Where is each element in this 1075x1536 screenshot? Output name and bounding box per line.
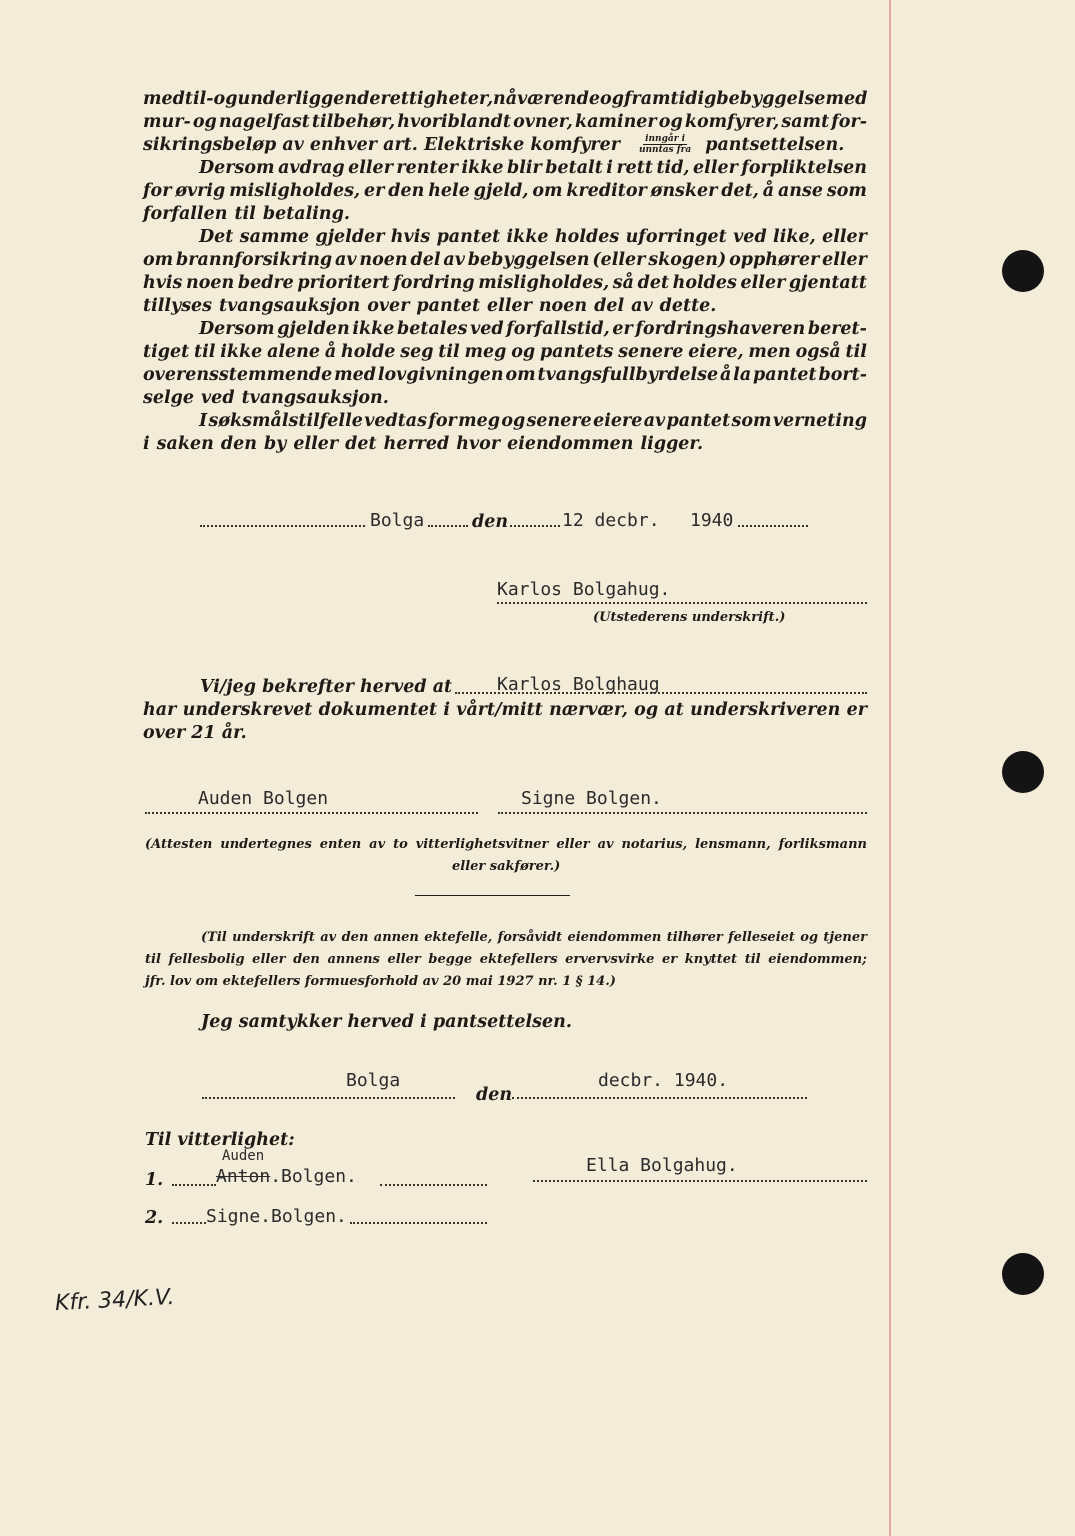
word: betalt — [545, 158, 603, 178]
word: eller — [293, 434, 339, 454]
dotted-line — [428, 525, 468, 527]
margin-handwritten-note: Kfr. 34/K.V. — [54, 1284, 176, 1317]
word: fordringshaveren — [635, 319, 806, 339]
word: om — [505, 365, 536, 385]
word: for — [428, 411, 457, 431]
fraction-bottom: unntas fra — [638, 145, 692, 155]
word: la — [733, 365, 752, 385]
dotted-line — [380, 1184, 487, 1186]
word: eiendommen — [567, 930, 662, 945]
word: tvangsfullbyrdelse — [537, 365, 719, 385]
word: overensstemmende — [143, 365, 333, 385]
word: ovner, — [513, 112, 573, 132]
separator-rule — [415, 895, 570, 896]
word: den — [220, 434, 257, 454]
word: eiere — [593, 411, 643, 431]
spouse-note-line — [201, 927, 867, 949]
word: til- — [184, 89, 214, 109]
fraction-top: inngår i — [645, 134, 686, 144]
word: ektefellers — [479, 952, 558, 967]
word: nåværende — [493, 89, 601, 109]
word: forsåvidt — [497, 930, 563, 945]
issuer-caption: (Utstederens underskrift.) — [593, 610, 786, 625]
spouse-signature: Ella Bolgahug. — [586, 1155, 738, 1176]
word: tvangsauksjon — [219, 296, 361, 316]
word: tillyses — [143, 296, 213, 316]
word: og — [501, 411, 526, 431]
word: den — [388, 181, 425, 201]
word: fellesbolig — [168, 952, 245, 967]
word: av — [443, 250, 465, 270]
word: notarius, — [621, 837, 688, 852]
confirmation-age-text: over 21 år. — [143, 723, 247, 743]
fraction-choice — [639, 134, 698, 157]
word: om — [143, 250, 174, 270]
word: tjener — [823, 930, 867, 945]
word: forpliktelsen — [741, 158, 867, 178]
word: senere — [618, 342, 684, 362]
word: som — [731, 411, 772, 431]
word: ønsker — [650, 181, 718, 201]
word: vedtas — [364, 411, 428, 431]
word: meg — [464, 342, 507, 362]
word: underskriveren — [690, 700, 841, 720]
word: noen — [359, 250, 408, 270]
witness-number-1: 1. — [145, 1170, 164, 1190]
word: forliksmann — [778, 837, 867, 852]
word: betales — [397, 319, 468, 339]
word: med — [143, 89, 185, 109]
word: misligholdes, — [478, 273, 610, 293]
word: søksmålstilfelle — [208, 411, 363, 431]
word: rettigheter, — [380, 89, 494, 109]
word: (Til — [201, 930, 227, 945]
word: er — [363, 181, 385, 201]
word: av — [335, 250, 357, 270]
word: noen — [186, 273, 235, 293]
word: blir — [506, 158, 542, 178]
word: til — [845, 342, 867, 362]
word: av — [320, 930, 337, 945]
word: eiendommen; — [768, 952, 867, 967]
dotted-line — [498, 812, 867, 814]
word: eller — [348, 158, 393, 178]
word: eiere, — [688, 342, 744, 362]
text-line — [143, 88, 867, 111]
word: enten — [319, 837, 362, 852]
word: underskrevet — [182, 700, 313, 720]
word: hele — [428, 181, 470, 201]
word: gjeld, — [473, 181, 529, 201]
word: skogen) — [648, 250, 727, 270]
dotted-line — [145, 812, 478, 814]
text-line — [199, 410, 867, 433]
date-place: Bolga — [370, 510, 425, 531]
word: pantet — [416, 296, 481, 316]
word: det — [345, 434, 377, 454]
dotted-line — [350, 1222, 487, 1224]
word: samme — [239, 227, 310, 247]
word: ved — [201, 388, 235, 408]
word: annen — [373, 930, 419, 945]
word: ved — [733, 227, 767, 247]
word: at — [664, 700, 684, 720]
word: ikke — [461, 158, 504, 178]
word: vitterlighetsvitner — [415, 837, 549, 852]
word: og — [511, 342, 536, 362]
text-line — [199, 226, 867, 249]
word: til — [234, 204, 256, 224]
word: tilhører — [666, 930, 723, 945]
attest-note-line: eller sakfører.) — [452, 859, 561, 874]
mortgage-terms-text — [143, 88, 867, 456]
word: felleseiet — [728, 930, 795, 945]
word: pantsettelsen. — [705, 135, 845, 155]
word: lensmann, — [695, 837, 771, 852]
word: to — [393, 837, 408, 852]
word: å — [324, 342, 337, 362]
witness-1-name — [216, 1166, 357, 1187]
text-line — [143, 364, 867, 387]
word: kreditor — [566, 181, 647, 201]
word: selge — [143, 388, 195, 408]
issuer-signature: Karlos Bolgahug. — [497, 579, 671, 600]
word: til — [438, 342, 460, 362]
word: bedre — [237, 273, 294, 293]
word: kaminer — [574, 112, 657, 132]
word: hvis — [390, 227, 431, 247]
word: noen — [538, 296, 588, 316]
word: og — [800, 930, 819, 945]
word: alene — [267, 342, 321, 362]
word: også — [795, 342, 841, 362]
word: tvangsauksjon. — [241, 388, 389, 408]
word: å — [719, 365, 732, 385]
dotted-line — [202, 1097, 455, 1099]
word: øvrig — [175, 181, 226, 201]
dotted-line — [533, 1180, 867, 1182]
vitterlighet-title: Til vitterlighet: — [145, 1130, 295, 1150]
word: av — [643, 411, 666, 431]
punch-hole-middle — [1002, 751, 1044, 793]
witness-2-signature: Signe Bolgen. — [521, 788, 662, 809]
word: for- — [831, 112, 867, 132]
word: eller — [822, 227, 867, 247]
word: pantet — [436, 227, 501, 247]
text-line — [143, 433, 867, 456]
word: holdes — [554, 227, 620, 247]
word: i — [606, 158, 613, 178]
text-line — [143, 134, 867, 157]
word: forfallen — [143, 204, 228, 224]
word: Det — [199, 227, 234, 247]
witness-number-2: 2. — [145, 1208, 164, 1228]
text-line — [143, 203, 867, 226]
date-year: 1940 — [690, 510, 734, 531]
text-line — [199, 318, 867, 341]
word: ligger. — [640, 434, 704, 454]
dotted-line — [512, 1097, 807, 1099]
word: over — [367, 296, 410, 316]
word: annens — [327, 952, 380, 967]
word: komfyrer, — [684, 112, 780, 132]
witness-1-signature: Auden Bolgen — [198, 788, 329, 809]
word: den — [341, 930, 369, 945]
word: i — [443, 700, 450, 720]
word: vårt/mitt — [456, 700, 543, 720]
word: og — [658, 112, 683, 132]
text-line — [143, 111, 867, 134]
word: det — [637, 273, 670, 293]
confirmation-prefix: Vi/jeg bekrefter herved at — [200, 677, 453, 697]
dotted-line — [497, 602, 867, 604]
word: uforringet — [625, 227, 727, 247]
witness-1-surname: .Bolgen. — [270, 1166, 357, 1187]
word: men — [748, 342, 791, 362]
text-line — [143, 387, 867, 410]
word: om — [532, 181, 563, 201]
word: beret- — [807, 319, 867, 339]
word: eller — [387, 952, 421, 967]
word: rett — [616, 158, 653, 178]
word: til — [145, 952, 161, 967]
text-line — [143, 272, 867, 295]
word: (Attesten — [145, 837, 213, 852]
word: betaling. — [262, 204, 350, 224]
word: forfallstid, — [506, 319, 610, 339]
word: pantets — [539, 342, 614, 362]
word: senere — [526, 411, 592, 431]
word: dette. — [659, 296, 717, 316]
dotted-line — [172, 1184, 216, 1186]
witness-2-name: Signe.Bolgen. — [206, 1206, 347, 1227]
word: bort- — [818, 365, 867, 385]
word: del — [594, 296, 625, 316]
word: dokumentet — [318, 700, 438, 720]
word: underliggende — [237, 89, 381, 109]
word: sikringsbeløp av enhver art. Elektriske komfyrer — [143, 135, 620, 155]
word: hvor — [456, 434, 501, 454]
word: mur- — [143, 112, 191, 132]
word: tilbehør, — [311, 112, 396, 132]
dotted-line — [738, 525, 808, 527]
den-label: den — [472, 512, 509, 532]
word: anse — [777, 181, 823, 201]
spouse-note-line: jfr. lov om ektefellers formuesforhold av 20 mai 1927 nr. 1 § 14.) — [145, 974, 616, 989]
word: by — [263, 434, 287, 454]
witness-1-struck-name: Anton — [216, 1166, 271, 1187]
consent-text: Jeg samtykker herved i pantsettelsen. — [201, 1012, 572, 1032]
word: av — [369, 837, 386, 852]
word: den — [293, 952, 320, 967]
word: avdrag — [278, 158, 345, 178]
word: seg — [400, 342, 434, 362]
dotted-line — [200, 525, 365, 527]
word: meg — [458, 411, 500, 431]
word: eller — [252, 952, 286, 967]
word: holde — [341, 342, 396, 362]
text-line — [143, 295, 867, 318]
word: lovgivningen — [377, 365, 504, 385]
word: knyttet — [684, 952, 738, 967]
word: samt — [781, 112, 830, 132]
confirmed-signer-name: Karlos Bolghaug — [497, 674, 660, 695]
word: av — [631, 296, 653, 316]
word: og — [192, 112, 217, 132]
word: verneting — [772, 411, 867, 431]
word: hvoriblandt — [397, 112, 511, 132]
word: eller — [556, 837, 590, 852]
word: prioritert — [297, 273, 390, 293]
word: Dersom — [199, 158, 275, 178]
word: har — [143, 700, 177, 720]
word: er — [662, 952, 678, 967]
word: ved — [470, 319, 504, 339]
word: del — [410, 250, 441, 270]
word: hvis — [143, 273, 183, 293]
confirmation-text-line — [143, 700, 867, 723]
word: ikke — [220, 342, 263, 362]
word: og — [600, 89, 624, 109]
word: eller — [822, 250, 867, 270]
word: og — [213, 89, 238, 109]
consent-date: decbr. 1940. — [598, 1070, 729, 1091]
word: eller — [740, 273, 786, 293]
word: opphører — [729, 250, 820, 270]
word: gjentatt — [788, 273, 867, 293]
word: eller — [693, 158, 738, 178]
word: eller — [487, 296, 532, 316]
text-line — [143, 180, 867, 203]
word: så — [612, 273, 634, 293]
word: eiendommen — [507, 434, 634, 454]
word: nærvær, — [549, 700, 628, 720]
spouse-note-line — [145, 949, 867, 971]
word: ektefelle, — [424, 930, 493, 945]
word: gjelder — [315, 227, 385, 247]
dotted-line — [510, 525, 560, 527]
punch-hole-top — [1002, 250, 1044, 292]
consent-place: Bolga — [346, 1070, 401, 1091]
text-line — [143, 249, 867, 272]
word: underskrift — [232, 930, 315, 945]
word: framtidig — [623, 89, 717, 109]
word: med — [334, 365, 376, 385]
word: bebyggelsen — [467, 250, 590, 270]
word: bebyggelse — [716, 89, 826, 109]
word: I — [199, 411, 208, 431]
word: (eller — [592, 250, 646, 270]
word: gjelden — [277, 319, 350, 339]
margin-line — [889, 0, 891, 1536]
word: Dersom — [199, 319, 275, 339]
word: ikke — [352, 319, 395, 339]
word: tid, — [656, 158, 690, 178]
word: ervervsvirke — [565, 952, 655, 967]
word: tiget — [143, 342, 190, 362]
word: av — [597, 837, 614, 852]
dotted-line — [172, 1222, 206, 1224]
word: pantet — [666, 411, 731, 431]
word: ikke — [506, 227, 549, 247]
word: er — [846, 700, 867, 720]
word: like, — [773, 227, 816, 247]
text-line — [199, 157, 867, 180]
word: undertegnes — [220, 837, 312, 852]
word: holdes — [672, 273, 737, 293]
witness-1-correction: Auden — [222, 1148, 265, 1164]
word: pantet — [753, 365, 817, 385]
word: til — [194, 342, 216, 362]
word: fordring — [393, 273, 475, 293]
word: er — [612, 319, 633, 339]
word: begge — [428, 952, 473, 967]
word: herred — [383, 434, 450, 454]
attest-note-line — [145, 834, 867, 856]
word: å — [762, 181, 775, 201]
word: til — [744, 952, 761, 967]
consent-den-label: den — [476, 1085, 513, 1105]
word: det, — [721, 181, 759, 201]
word: for — [143, 181, 172, 201]
word: med — [825, 89, 868, 109]
text-line — [143, 341, 867, 364]
word: og — [634, 700, 659, 720]
word: nagelfast — [218, 112, 310, 132]
word: i — [143, 434, 150, 454]
word: brannforsikring — [176, 250, 333, 270]
word: som — [826, 181, 867, 201]
word: saken — [156, 434, 214, 454]
date-day-month: 12 decbr. — [562, 510, 660, 531]
punch-hole-bottom — [1002, 1253, 1044, 1295]
word: renter — [396, 158, 458, 178]
word: misligholdes, — [229, 181, 361, 201]
